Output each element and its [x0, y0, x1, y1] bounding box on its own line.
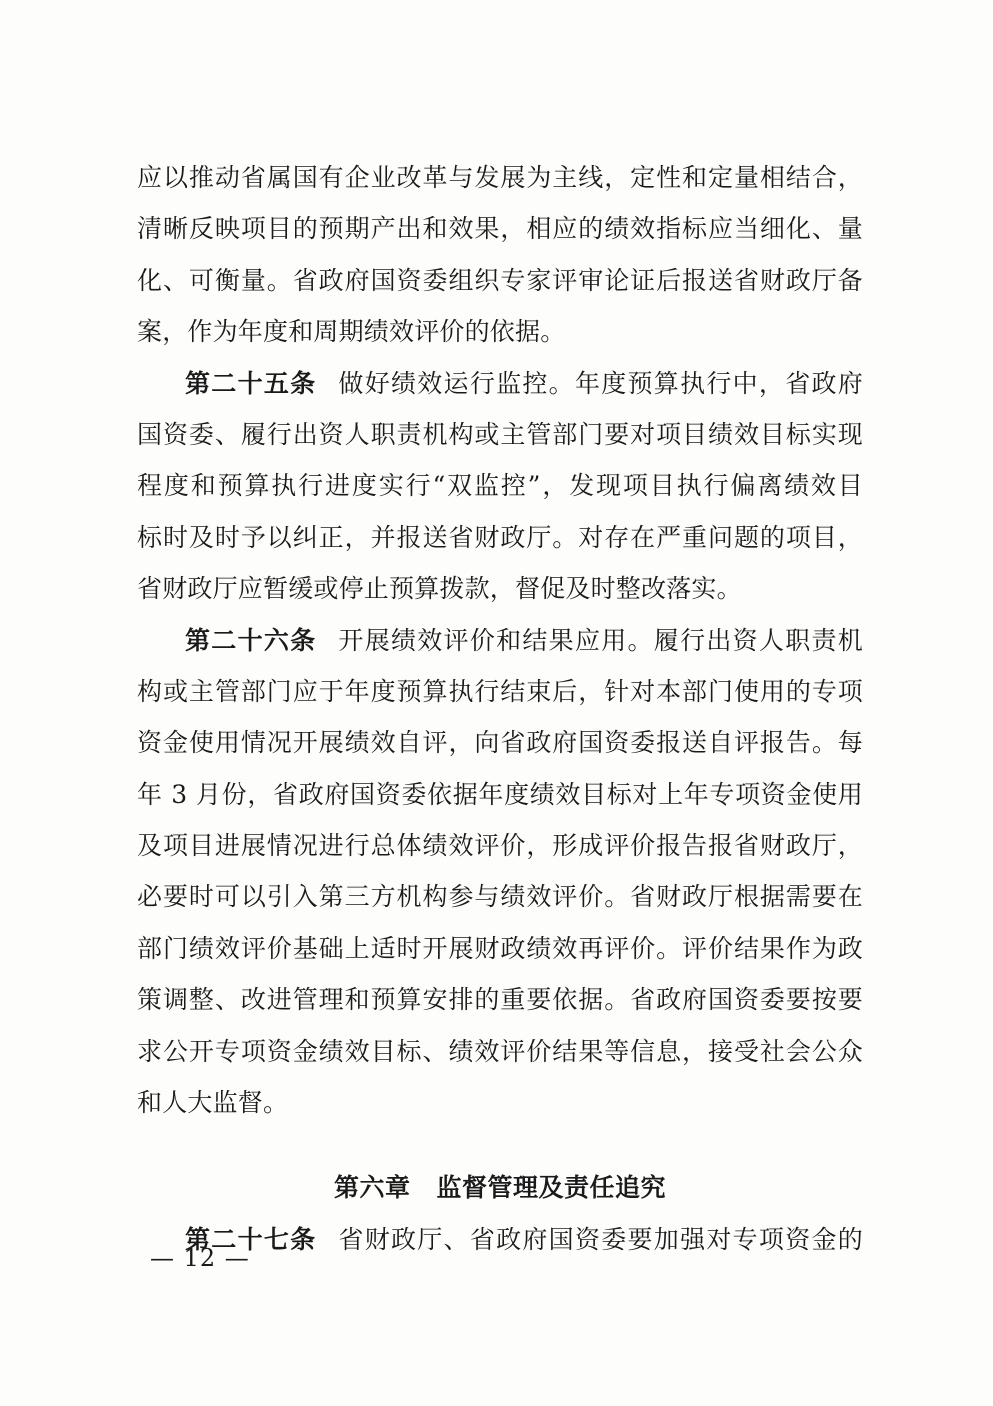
article-27-heading: 第二十七条: [185, 1224, 317, 1254]
text-line: 化、可衡量。省政府国资委组织专家评审论证后报送省财政厅备: [137, 265, 863, 295]
body-text: [137, 152, 863, 1265]
text-line: 策调整、改进管理和预算安排的重要依据。省政府国资委要按要: [137, 985, 863, 1015]
article-27-text: 省财政厅、省政府国资委要加强对专项资金的: [338, 1224, 863, 1254]
text-line: 应以推动省属国有企业改革与发展为主线，定性和定量相结合，: [137, 163, 863, 192]
text-line: 资金使用情况开展绩效自评，向省政府国资委报送自评报告。每: [137, 728, 863, 758]
text-line: 构或主管部门应于年度预算执行结束后，针对本部门使用的专项: [137, 676, 863, 706]
article-25-heading: 第二十五条: [185, 368, 317, 398]
text-line: 标时及时予以纠正，并报送省财政厅。对存在严重问题的项目，: [137, 522, 863, 552]
text-line: 国资委、履行出资人职责机构或主管部门要对项目绩效目标实现: [137, 419, 863, 449]
text-line: 部门绩效评价基础上适时开展财政绩效再评价。评价结果作为政: [137, 933, 863, 963]
article-25-text: 做好绩效运行监控。年度预算执行中，省政府: [338, 368, 863, 398]
article-26-text: 开展绩效评价和结果应用。履行出资人职责机: [338, 625, 863, 655]
chapter-number: 第六章: [333, 1173, 411, 1203]
chapter-title: 监督管理及责任追究: [436, 1173, 667, 1203]
text-line: 年 3 月份，省政府国资委依据年度绩效目标对上年专项资金使用: [137, 779, 863, 809]
page-number: — 12 —: [150, 1244, 250, 1272]
article-26-first-line: [137, 615, 863, 666]
text-line: 及项目进展情况进行总体绩效评价，形成评价报告报省财政厅，: [137, 831, 863, 861]
text-line: 必要时可以引入第三方机构参与绩效评价。省财政厅根据需要在: [137, 882, 863, 912]
text-line: 程度和预算执行进度实行“双监控”，发现项目执行偏离绩效目: [137, 471, 863, 501]
text-line: 省财政厅应暂缓或停止预算拨款，督促及时整改落实。: [137, 574, 742, 604]
article-25-first-line: [137, 358, 863, 409]
text-line: 求公开专项资金绩效目标、绩效评价结果等信息，接受社会公众: [137, 1036, 863, 1066]
text-line: 和人大监督。: [137, 1088, 289, 1118]
section-gap: [137, 1128, 863, 1162]
text-line: 清晰反映项目的预期产出和效果，相应的绩效指标应当细化、量: [137, 214, 863, 244]
article-26-heading: 第二十六条: [185, 625, 317, 655]
chapter-heading: [137, 1162, 863, 1213]
text-line: 案，作为年度和周期绩效评价的依据。: [137, 317, 566, 347]
